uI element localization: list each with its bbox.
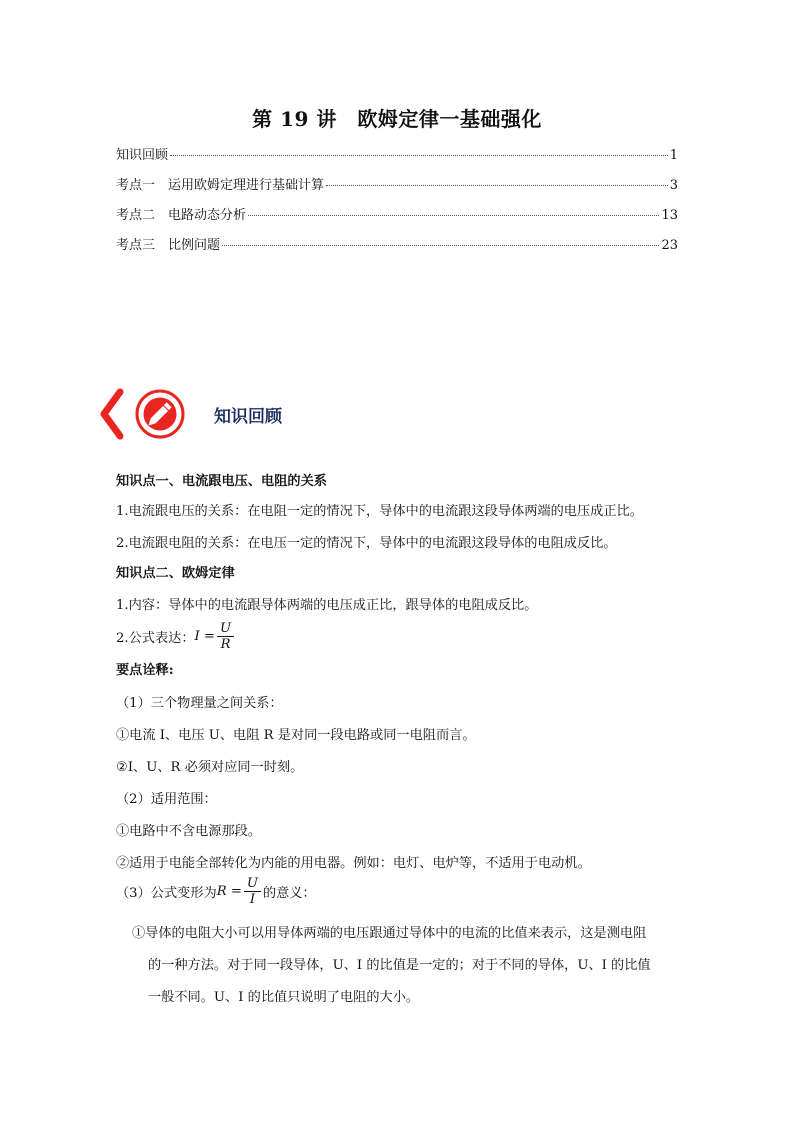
toc-entry[interactable]: [116, 234, 678, 264]
toc-leader-dots: [248, 215, 659, 216]
paragraph: 1.电流跟电压的关系：在电阻一定的情况下，导体中的电流跟这段导体两端的电压成正比。: [116, 504, 643, 519]
formula-fraction: [217, 621, 234, 652]
key-points-heading: 要点诠释:: [116, 663, 174, 678]
paragraph: 一般不同。U、I 的比值只说明了电阻的大小。: [148, 990, 420, 1005]
toc-leader-dots: [222, 245, 659, 246]
toc-entry-page: 3: [669, 178, 678, 193]
fraction-numerator: U: [217, 621, 234, 637]
formula-prefix: （3）公式变形为: [116, 886, 217, 901]
knowledge-point-heading: 知识点二、欧姆定律: [116, 566, 235, 581]
formula-suffix: 的意义：: [263, 886, 316, 901]
formula-prefix: 2.公式表达：: [116, 631, 195, 646]
formula-line: [116, 621, 236, 652]
paragraph: （2）适用范围：: [116, 792, 217, 807]
chevron-left-icon: [104, 392, 120, 436]
formula-lhs: I =: [194, 629, 215, 644]
toc-entry-label: 考点二 电路动态分析: [116, 208, 247, 223]
paragraph: 2.电流跟电阻的关系：在电压一定的情况下，导体中的电流跟这段导体的电阻成反比。: [116, 536, 617, 551]
formula-line: [116, 876, 316, 907]
paragraph: ②适用于电能全部转化为内能的用电器。例如：电灯、电炉等，不适用于电动机。: [116, 856, 591, 871]
toc-entry-page: 23: [661, 238, 678, 253]
paragraph: ①电路中不含电源那段。: [116, 824, 262, 839]
paragraph: 的一种方法。对于同一段导体，U、I 的比值是一定的；对于不同的导体，U、I 的比值: [148, 958, 651, 973]
paragraph: ①电流 I、电压 U、电阻 R 是对同一段电路或同一电阻而言。: [116, 728, 476, 743]
section-title: 知识回顾: [214, 406, 282, 427]
toc-leader-dots: [170, 155, 668, 156]
pencil-icon: [137, 391, 183, 437]
toc-entry[interactable]: [116, 204, 678, 234]
paragraph: ②I、U、R 必须对应同一时刻。: [116, 760, 304, 775]
paragraph: （1）三个物理量之间关系：: [116, 696, 283, 711]
section-header: [98, 386, 282, 442]
paragraph: 1.内容：导体中的电流跟导体两端的电压成正比，跟导体的电阻成反比。: [116, 598, 538, 613]
fraction-numerator: U: [244, 876, 261, 892]
formula-lhs: R =: [216, 884, 242, 899]
toc-entry[interactable]: [116, 144, 678, 174]
toc-entry[interactable]: [116, 174, 678, 204]
fraction-denominator: I: [249, 892, 256, 907]
section-badge: [98, 386, 194, 442]
paragraph: ①导体的电阻大小可以用导体两端的电压跟通过导体中的电流的比值来表示，这是测电阻: [132, 926, 647, 941]
page-title: 第 19 讲 欧姆定律一基础强化: [252, 107, 542, 131]
toc-entry-label: 知识回顾: [116, 148, 169, 163]
formula-fraction: [244, 876, 261, 907]
fraction-denominator: R: [220, 637, 231, 652]
toc-entry-page: 1: [669, 148, 678, 163]
knowledge-point-heading: 知识点一、电流跟电压、电阻的关系: [116, 474, 327, 489]
toc-entry-page: 13: [661, 208, 678, 223]
toc-entry-label: 考点一 运用欧姆定理进行基础计算: [116, 178, 325, 193]
toc-entry-label: 考点三 比例问题: [116, 238, 221, 253]
toc-leader-dots: [326, 185, 668, 186]
table-of-contents: [116, 144, 678, 264]
